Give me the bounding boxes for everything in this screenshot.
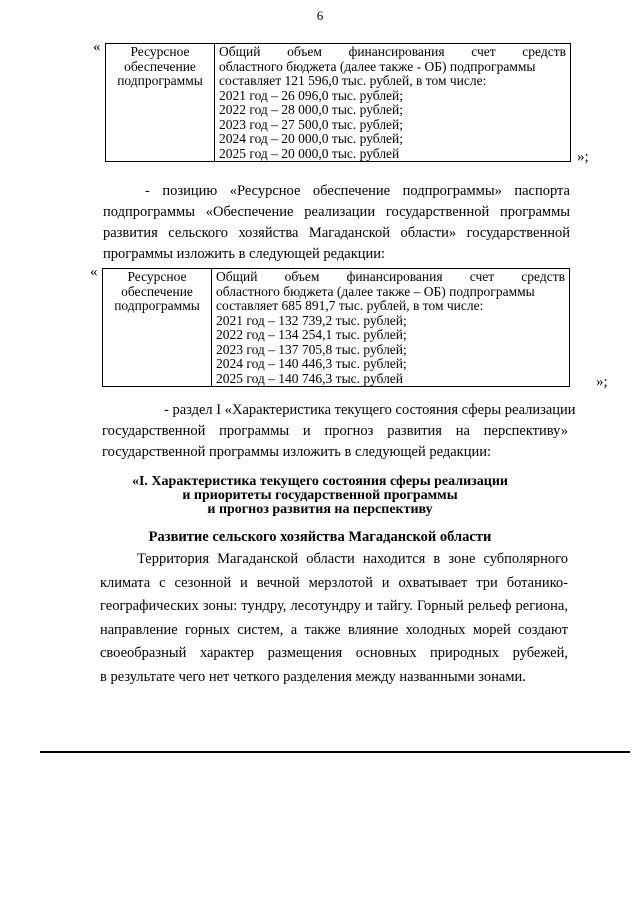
close-quote-2: »; [596, 374, 608, 390]
label-cell-2 [103, 269, 212, 387]
section-heading [0, 475, 640, 517]
text-line: развития сельского хозяйства Магаданской области» государственной [103, 225, 570, 241]
text-line: географических зоны: тундру, лесотундру и тайгу. Горный рельеф региона, [100, 598, 568, 614]
funding-table-2 [102, 268, 570, 387]
value-line: 2024 год – 140 446,3 тыс. рублей; [216, 356, 407, 371]
label-line: Ресурсное [130, 44, 190, 59]
label-line: обеспечение [124, 58, 196, 74]
label-line: обеспечение [121, 283, 193, 299]
text-line: - раздел I «Характеристика текущего состояния сферы реализации [164, 402, 576, 418]
text-line: направление горных систем, а также влияние холодных морей создают [100, 621, 568, 638]
label-cell-1 [106, 44, 215, 162]
funding-table-1 [105, 43, 571, 162]
heading-line: и прогноз развития на перспективу [207, 502, 433, 517]
paragraph-territory [100, 548, 568, 689]
value-line: 2021 год – 26 096,0 тыс. рублей; [219, 87, 404, 103]
value-line: 2023 год – 137 705,8 тыс. рублей; [216, 341, 407, 357]
value-cell-2 [212, 269, 570, 387]
paragraph-position-change [103, 181, 570, 265]
text-line: государственной программы и прогноз развития на перспективу» [102, 423, 568, 439]
value-line: 2024 год – 20 000,0 тыс. рублей; [219, 131, 404, 146]
text-line: Территория Магаданской области находится в зоне субполярного [137, 551, 568, 567]
value-line: 2021 год – 132 739,2 тыс. рублей; [216, 312, 407, 328]
text-line: своеобразный характер размещения основных природных рубежей, [100, 645, 568, 661]
value-cell-1 [215, 44, 571, 162]
text-line: программы изложить в следующей редакции: [103, 246, 386, 262]
value-line: составляет 121 596,0 тыс. рублей, в том числе: [219, 73, 487, 88]
heading-line: и приоритеты государственной программы [182, 488, 458, 503]
open-quote-1: « [93, 39, 101, 55]
text-line: климата с сезонной и вечной мерзлотой и охватывает три ботанико- [100, 574, 568, 591]
text-line: в результате чего нет четкого разделения между названными зонами. [100, 668, 526, 685]
subheading: Развитие сельского хозяйства Магаданской области [148, 529, 492, 545]
value-line: Общий объем финансирования счет средств [216, 269, 565, 284]
value-line: 2025 год – 140 746,3 тыс. рублей [216, 370, 404, 386]
value-line: составляет 685 891,7 тыс. рублей, в том числе: [216, 298, 484, 313]
value-line: 2022 год – 28 000,0 тыс. рублей; [219, 102, 404, 117]
label-line: Ресурсное [127, 269, 187, 284]
label-line: подпрограммы [114, 298, 200, 313]
value-line: областного бюджета (далее также – ОБ) подпрограммы [216, 283, 535, 299]
heading-line: «I. Характеристика текущего состояния сферы реализации [131, 474, 509, 489]
value-line: 2022 год – 134 254,1 тыс. рублей; [216, 327, 407, 342]
paragraph-section-change [102, 400, 576, 463]
text-line: государственной программы изложить в следующей редакции: [102, 444, 492, 460]
close-quote-1: »; [577, 149, 589, 165]
open-quote-2: « [90, 264, 98, 280]
text-line: подпрограммы «Обеспечение реализации государственной программы [103, 204, 570, 220]
text-line: - позицию «Ресурсное обеспечение подпрограммы» паспорта [145, 183, 570, 199]
value-line: 2025 год – 20 000,0 тыс. рублей [219, 145, 400, 161]
footer-divider [40, 751, 630, 753]
value-line: 2023 год – 27 500,0 тыс. рублей; [219, 116, 404, 132]
page-number: 6 [316, 8, 324, 23]
label-line: подпрограммы [117, 73, 203, 88]
value-line: Общий объем финансирования счет средств [219, 44, 566, 59]
value-line: областного бюджета (далее также - ОБ) подпрограммы [219, 58, 536, 74]
